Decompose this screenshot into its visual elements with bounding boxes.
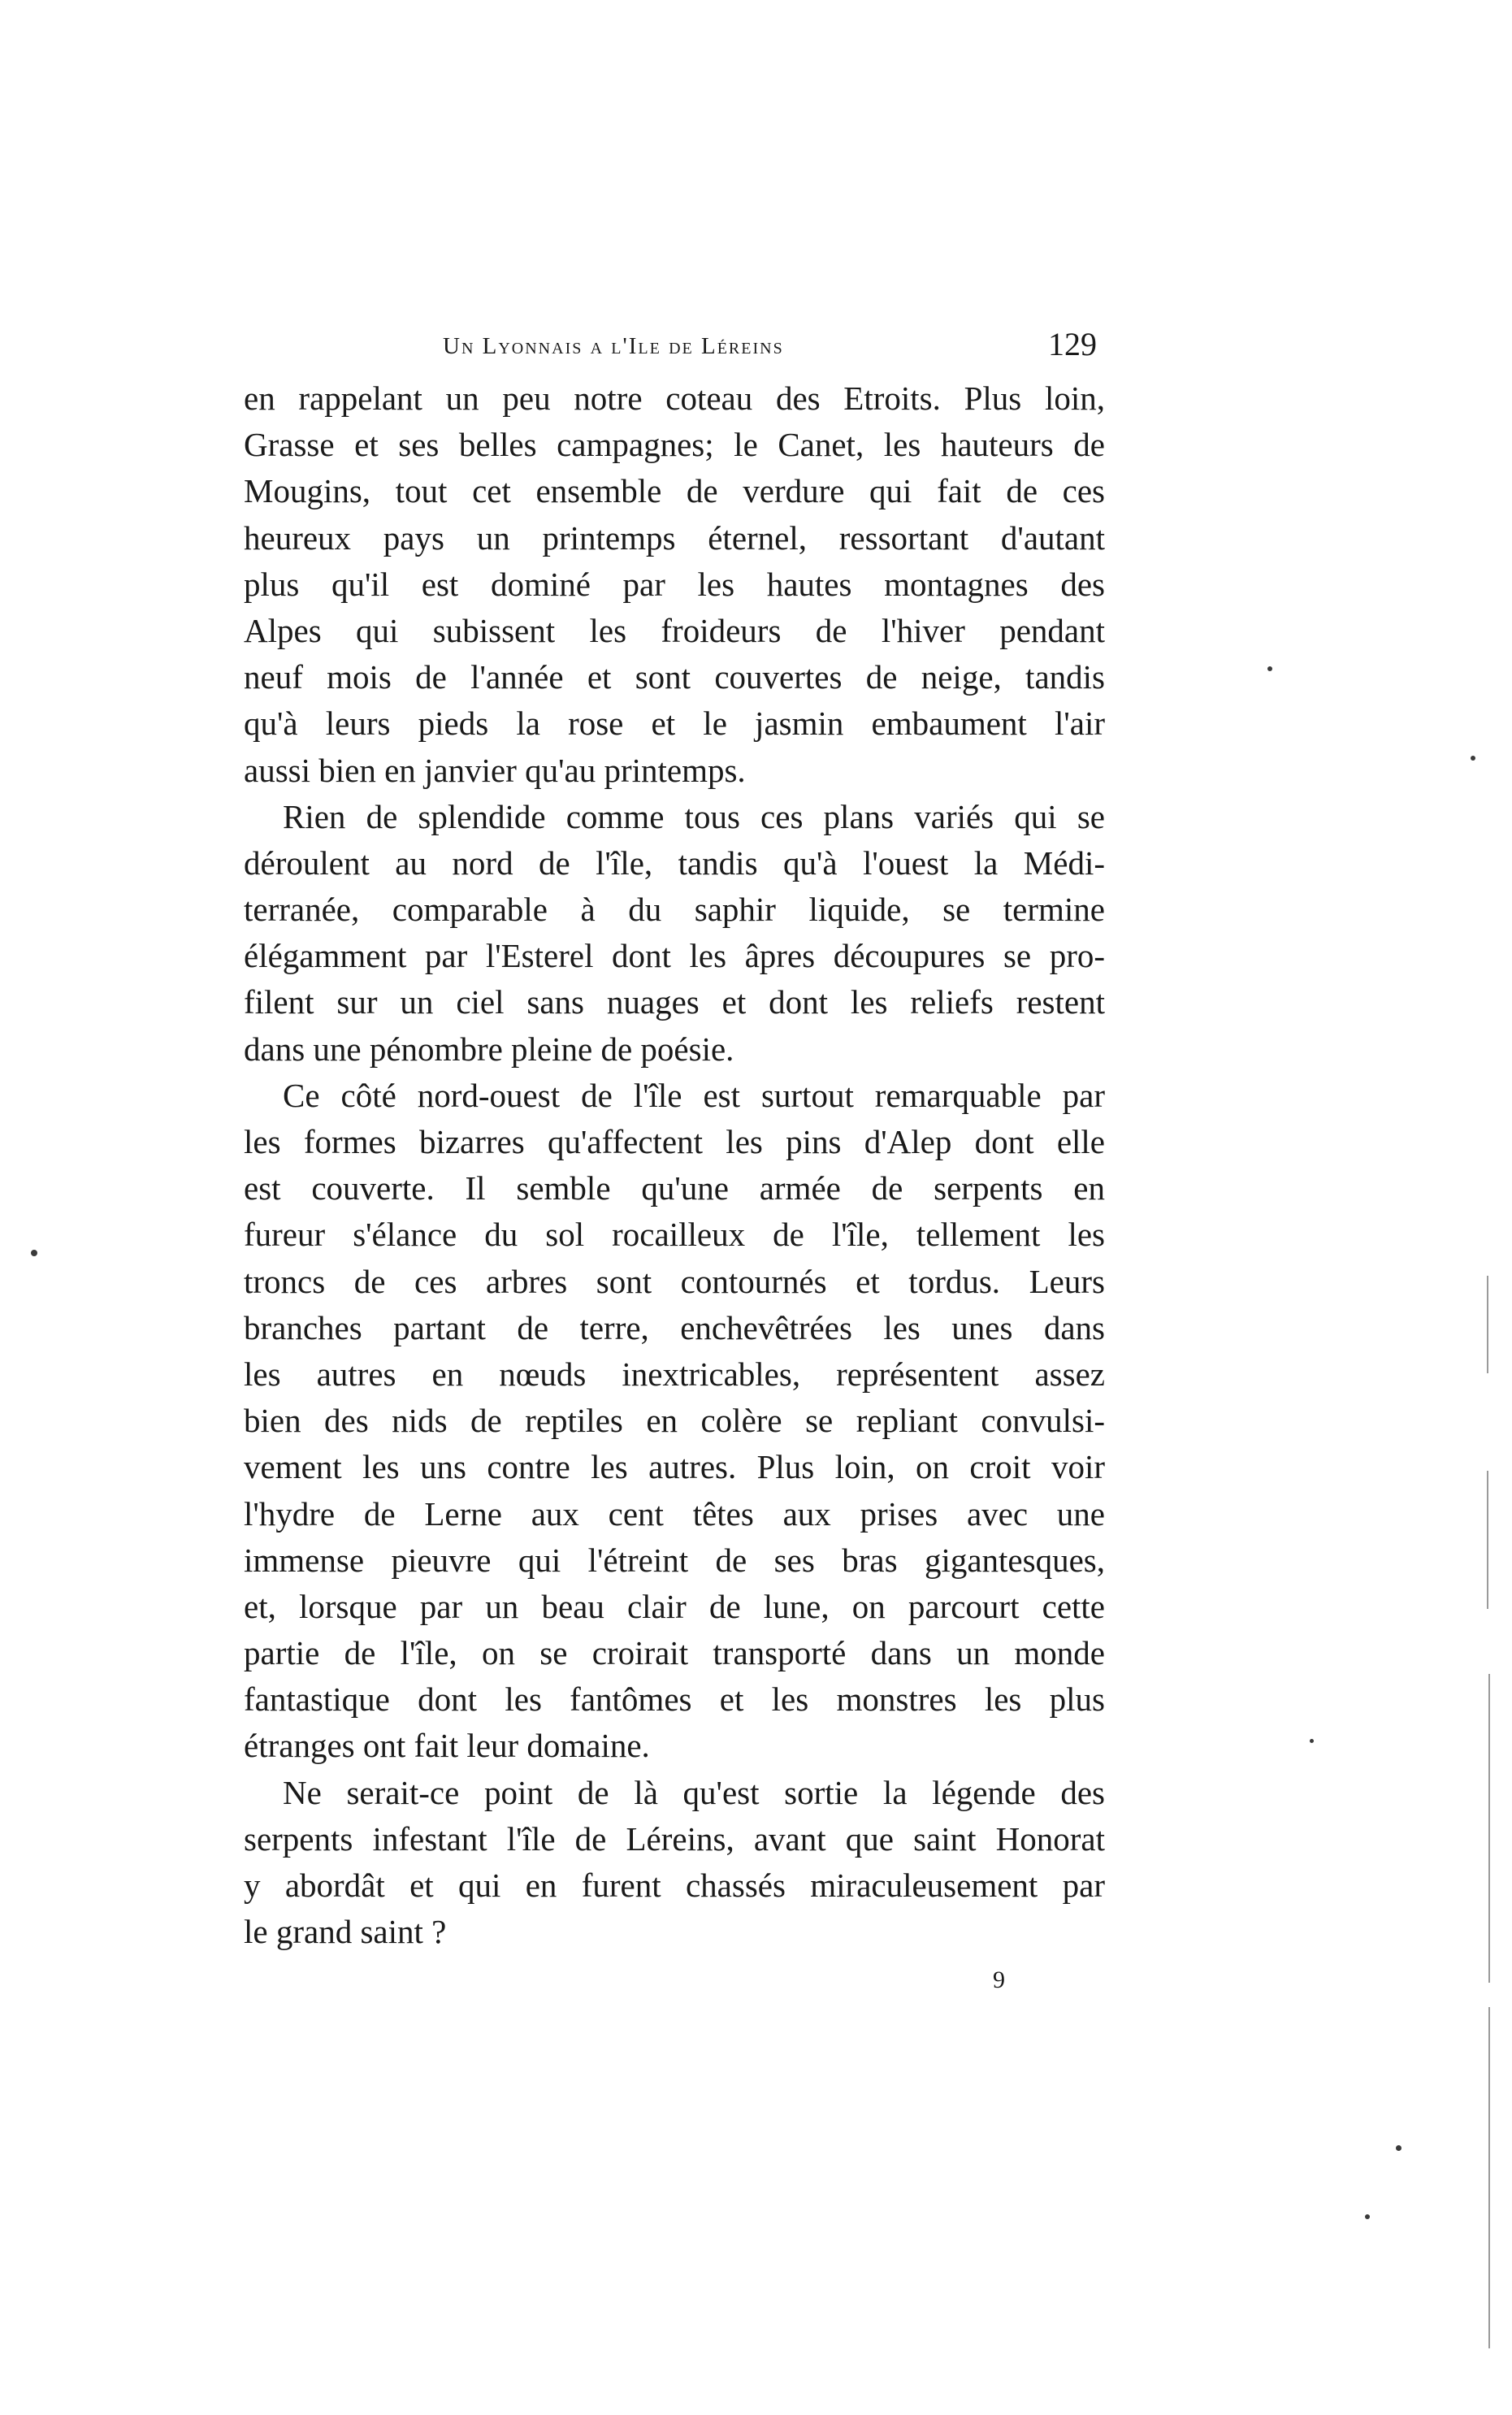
scan-speck — [1471, 756, 1475, 761]
text-line: qu'à leurs pieds la rose et le jasmin embaument l'air — [244, 705, 1105, 743]
text-line: troncs de ces arbres sont contournés et tordus. Leurs — [244, 1262, 1105, 1300]
text-line: Mougins, tout cet ensemble de verdure qui fait de ces — [244, 472, 1105, 510]
text-line: branches partant de terre, enchevêtrées les unes dans — [244, 1308, 1105, 1346]
text-line: aussi bien en janvier qu'au printemps. — [244, 751, 746, 789]
text-line: est couverte. Il semble qu'une armée de serpents en — [244, 1169, 1105, 1208]
text-line: le grand saint ? — [244, 1913, 447, 1951]
text-line: en rappelant un peu notre coteau des Etroits. Plus loin, — [244, 379, 1105, 417]
text-line: terranée, comparable à du saphir liquide, se termine — [244, 891, 1105, 929]
text-line: serpents infestant l'île de Léreins, avant que saint Honorat — [244, 1819, 1105, 1858]
scan-speck — [31, 1250, 37, 1256]
running-head — [248, 325, 1105, 374]
scan-edge-line — [1488, 2007, 1490, 2348]
text-line: immense pieuvre qui l'étreint de ses bras gigantesques, — [244, 1541, 1105, 1579]
text-line: élégamment par l'Esterel dont les âpres découpures se pro- — [244, 937, 1105, 975]
text-line: bien des nids de reptiles en colère se repliant convulsi- — [244, 1402, 1105, 1440]
text-line: Ce côté nord-ouest de l'île est surtout remarquable par — [283, 1076, 1105, 1114]
text-line: Alpes qui subissent les froideurs de l'hiver pendant — [244, 611, 1105, 649]
scan-edge-line — [1488, 1674, 1490, 1983]
page-number: 129 — [1048, 326, 1097, 362]
text-line: neuf mois de l'année et sont couvertes de neige, tandis — [244, 658, 1105, 696]
text-line: y abordât et qui en furent chassés miraculeusement par — [244, 1867, 1105, 1904]
text-line: partie de l'île, on se croirait transporté dans un monde — [244, 1634, 1105, 1672]
text-line: vement les uns contre les autres. Plus loin, on croit voir — [244, 1448, 1105, 1486]
scan-speck — [1267, 666, 1272, 671]
text-line: Rien de splendide comme tous ces plans variés qui se — [283, 797, 1105, 835]
body-text — [244, 375, 1105, 1955]
text-line: fantastique dont les fantômes et les monstres les plus — [244, 1680, 1105, 1719]
text-line: heureux pays un printemps éternel, ressortant d'autant — [244, 518, 1105, 557]
text-line: dans une pénombre pleine de poésie. — [244, 1030, 734, 1068]
scan-speck — [1310, 1739, 1314, 1743]
text-line: et, lorsque par un beau clair de lune, on parcourt cette — [244, 1587, 1105, 1625]
text-line: les autres en nœuds inextricables, représentent assez — [244, 1355, 1105, 1393]
text-line: l'hydre de Lerne aux cent têtes aux prises avec une — [244, 1494, 1105, 1533]
text-line: déroulent au nord de l'île, tandis qu'à l'ouest la Médi- — [244, 843, 1105, 882]
text-line: filent sur un ciel sans nuages et dont les reliefs restent — [244, 983, 1105, 1021]
signature-mark: 9 — [993, 1966, 1005, 1993]
scan-speck — [1396, 2145, 1402, 2151]
scan-edge-line — [1487, 1276, 1488, 1373]
text-line: fureur s'élance du sol rocailleux de l'île, tellement les — [244, 1216, 1105, 1254]
text-line: Grasse et ses belles campagnes; le Canet, les hauteurs de — [244, 426, 1105, 464]
scan-edge-line — [1487, 1471, 1488, 1609]
scan-speck — [1365, 2214, 1370, 2219]
text-line: étranges ont fait leur domaine. — [244, 1727, 650, 1765]
text-line: plus qu'il est dominé par les hautes montagnes des — [244, 565, 1105, 603]
running-title: Un Lyonnais a l'Ile de Léreins — [443, 333, 784, 359]
text-line: Ne serait-ce point de là qu'est sortie la légende des — [283, 1773, 1105, 1811]
text-line: les formes bizarres qu'affectent les pins d'Alep dont elle — [244, 1123, 1105, 1160]
